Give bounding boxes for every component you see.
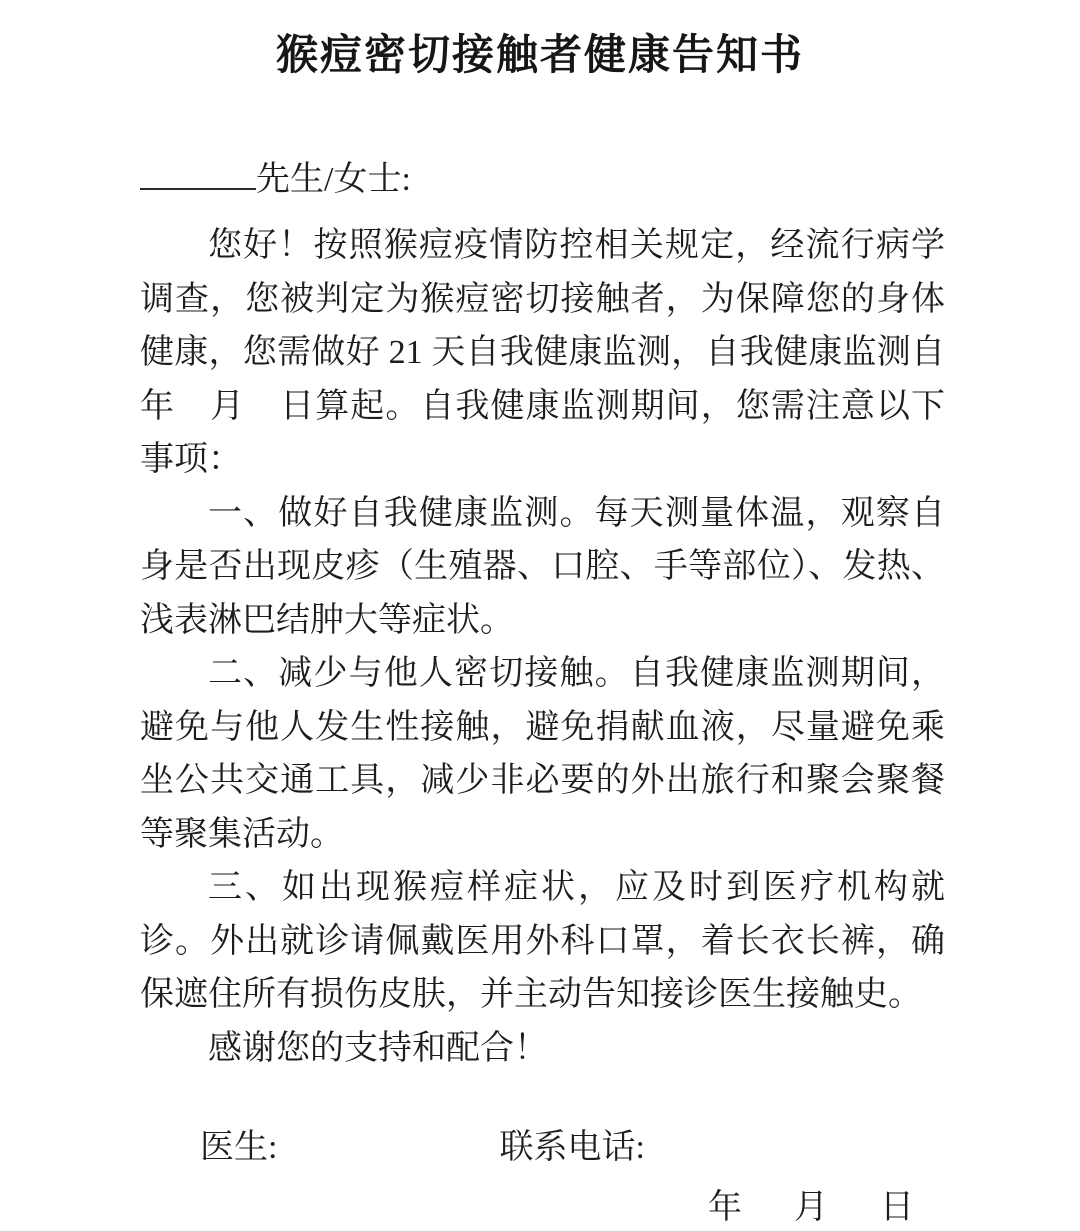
paragraph-thanks: 感谢您的支持和配合！ [208,1029,548,1067]
paragraph-item-2: 二、减少与他人密切接触。自我健康监测期间，避免与他人发生性接触，避免捐献血液，尽量避免乘坐公共交通工具，减少非必要的外出旅行和聚会聚餐等聚集活动。 [140,655,945,853]
paragraph-item-1: 一、做好自我健康监测。每天测量体温，观察自身是否出现皮疹（生殖器、口腔、手等部位）、发热、浅表淋巴结肿大等症状。 [140,494,945,639]
phone-label: 联系电话: [499,1129,645,1166]
name-blank-field [140,154,256,190]
date-row [0,1185,1080,1231]
salutation-line [0,154,1080,203]
document-title: 猴痘密切接触者健康告知书 [275,33,804,79]
signature-row [0,1125,1080,1171]
paragraph-intro: 您好！按照猴痘疫情防控相关规定，经流行病学调查，您被判定为猴痘密切接触者，为保障您的身体健康，您需做好 21 天自我健康监测，自我健康监测自 年 月 日算起。自我健康监测期间，您需注意以下事项： [140,227,979,478]
doctor-label: 医生: [200,1129,278,1166]
paragraph-item-3: 三、如出现猴痘样症状，应及时到医疗机构就诊。外出就诊请佩戴医用外科口罩，着长衣长裤，确保遮住所有损伤皮肤，并主动告知接诊医生接触史。 [140,869,945,1013]
date-month-label: 月 [794,1189,828,1226]
date-year-label: 年 [708,1189,742,1226]
document-body [0,219,1080,1075]
date-day-label: 日 [880,1189,914,1226]
salutation-suffix: 先生/女士: [256,161,411,198]
